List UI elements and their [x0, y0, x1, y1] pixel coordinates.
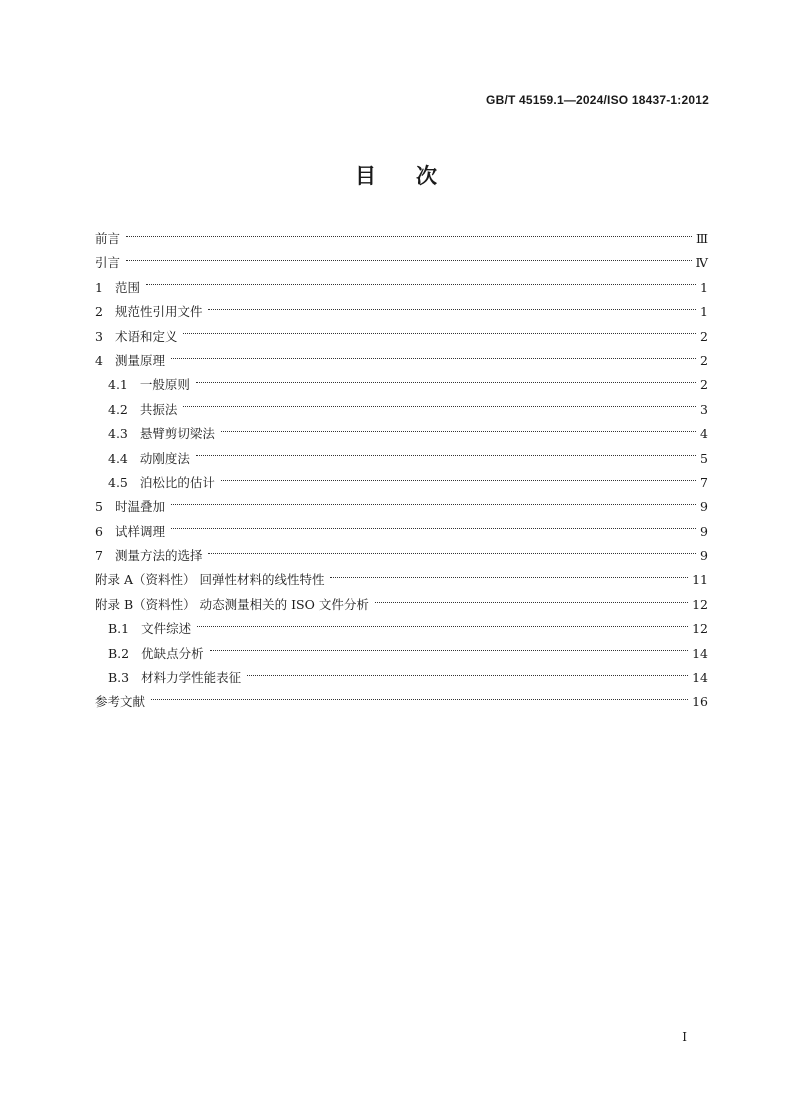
- toc-entry-label: 范围: [114, 279, 140, 295]
- toc-entry-page: 16: [692, 694, 708, 710]
- dot-leader: [183, 333, 696, 334]
- dot-leader: [171, 528, 696, 529]
- toc-entry-number: 5: [95, 499, 103, 515]
- toc-entry-4[interactable]: [95, 349, 708, 373]
- toc-entry-b-2[interactable]: [95, 642, 708, 666]
- toc-entry-number: 1: [95, 279, 103, 295]
- toc-entry-introduction[interactable]: [95, 251, 708, 275]
- toc-entry-label: 测量原理: [114, 352, 165, 368]
- toc-entry-label: 附录 B（资料性） 动态测量相关的 ISO 文件分析: [95, 596, 369, 612]
- toc-entry-page: 1: [700, 304, 708, 320]
- dot-leader: [210, 650, 688, 651]
- toc-entry-label: 术语和定义: [114, 328, 178, 344]
- dot-leader: [171, 358, 696, 359]
- toc-entry-page: 9: [700, 548, 708, 564]
- toc-entry-4-1[interactable]: [95, 373, 708, 397]
- toc-entry-label: 附录 A（资料性） 回弹性材料的线性特性: [95, 572, 325, 588]
- toc-entry-number: B.3: [108, 670, 130, 686]
- toc-entry-page: 14: [692, 670, 708, 686]
- toc-entry-label: 测量方法的选择: [114, 548, 203, 564]
- toc-entry-number: 7: [95, 548, 103, 564]
- toc-entry-page: 12: [692, 596, 708, 612]
- dot-leader: [183, 406, 696, 407]
- toc-entry-number: 3: [95, 328, 103, 344]
- toc-entry-number: 4.3: [108, 426, 128, 442]
- toc-entry-6[interactable]: [95, 520, 708, 544]
- toc-entry-page: 4: [700, 426, 708, 442]
- toc-entry-label: 文件综述: [141, 621, 192, 637]
- toc-entry-bibliography[interactable]: [95, 690, 708, 714]
- toc-entry-annex-a[interactable]: [95, 568, 708, 592]
- dot-leader: [196, 382, 696, 383]
- toc-entry-5[interactable]: [95, 495, 708, 519]
- toc-entry-b-3[interactable]: [95, 666, 708, 690]
- toc-entry-page: 1: [700, 279, 708, 295]
- page-number: I: [682, 1030, 687, 1044]
- toc-entry-label: 悬臂剪切梁法: [139, 426, 215, 442]
- dot-leader: [151, 699, 688, 700]
- toc-entry-label: 材料力学性能表征: [141, 670, 242, 686]
- toc-entry-number: B.2: [108, 645, 130, 661]
- toc-entry-annex-b[interactable]: [95, 593, 708, 617]
- dot-leader: [208, 553, 696, 554]
- toc-entry-number: 6: [95, 523, 103, 539]
- standard-number: GB/T 45159.1—2024/ISO 18437-1:2012: [486, 93, 709, 107]
- dot-leader: [221, 480, 696, 481]
- toc-entry-number: 4: [95, 352, 103, 368]
- toc-entry-number: 4.1: [108, 377, 128, 393]
- toc-entry-label: 共振法: [139, 401, 178, 417]
- toc-entry-foreword[interactable]: [95, 227, 708, 251]
- toc-entry-page: 9: [700, 499, 708, 515]
- toc-entry-page: 2: [700, 328, 708, 344]
- toc-entry-page: 11: [692, 572, 708, 588]
- toc-entry-page: Ⅳ: [695, 255, 708, 271]
- toc-entry-page: 14: [692, 645, 708, 661]
- toc-entry-page: 3: [700, 401, 708, 417]
- dot-leader: [330, 577, 688, 578]
- toc-entry-page: 2: [700, 352, 708, 368]
- toc-entry-3[interactable]: [95, 325, 708, 349]
- table-of-contents: [95, 227, 708, 715]
- toc-entry-b-1[interactable]: [95, 617, 708, 641]
- toc-entry-4-4[interactable]: [95, 447, 708, 471]
- toc-entry-label: 前言: [95, 231, 121, 246]
- page-title: 目次: [355, 164, 477, 188]
- toc-entry-label: 时温叠加: [114, 499, 165, 515]
- toc-entry-label: 一般原则: [139, 377, 190, 393]
- dot-leader: [196, 455, 696, 456]
- dot-leader: [221, 431, 696, 432]
- toc-entry-page: 5: [700, 450, 708, 466]
- toc-entry-4-2[interactable]: [95, 398, 708, 422]
- toc-entry-number: 4.2: [108, 401, 128, 417]
- dot-leader: [126, 236, 692, 237]
- toc-entry-number: 4.5: [108, 474, 128, 490]
- toc-entry-label: 规范性引用文件: [114, 304, 203, 320]
- toc-entry-1[interactable]: [95, 276, 708, 300]
- toc-entry-4-3[interactable]: [95, 422, 708, 446]
- toc-entry-page: 7: [700, 474, 708, 490]
- dot-leader: [197, 626, 688, 627]
- toc-entry-label: 动刚度法: [139, 450, 190, 466]
- toc-entry-number: 4.4: [108, 450, 128, 466]
- toc-entry-number: 2: [95, 304, 103, 320]
- toc-entry-page: 9: [700, 523, 708, 539]
- dot-leader: [126, 260, 691, 261]
- toc-entry-label: 优缺点分析: [141, 645, 204, 661]
- toc-entry-page: 2: [700, 377, 708, 393]
- toc-entry-page: Ⅲ: [695, 231, 708, 246]
- toc-entry-label: 泊松比的估计: [139, 474, 215, 490]
- toc-entry-label: 参考文献: [95, 694, 146, 710]
- dot-leader: [247, 675, 688, 676]
- dot-leader: [146, 284, 696, 285]
- dot-leader: [208, 309, 696, 310]
- toc-entry-page: 12: [692, 621, 708, 637]
- toc-entry-label: 引言: [95, 255, 121, 271]
- dot-leader: [171, 504, 696, 505]
- toc-entry-2[interactable]: [95, 300, 708, 324]
- toc-entry-number: B.1: [108, 621, 130, 637]
- dot-leader: [375, 602, 688, 603]
- toc-entry-label: 试样调理: [114, 523, 165, 539]
- toc-entry-4-5[interactable]: [95, 471, 708, 495]
- toc-entry-7[interactable]: [95, 544, 708, 568]
